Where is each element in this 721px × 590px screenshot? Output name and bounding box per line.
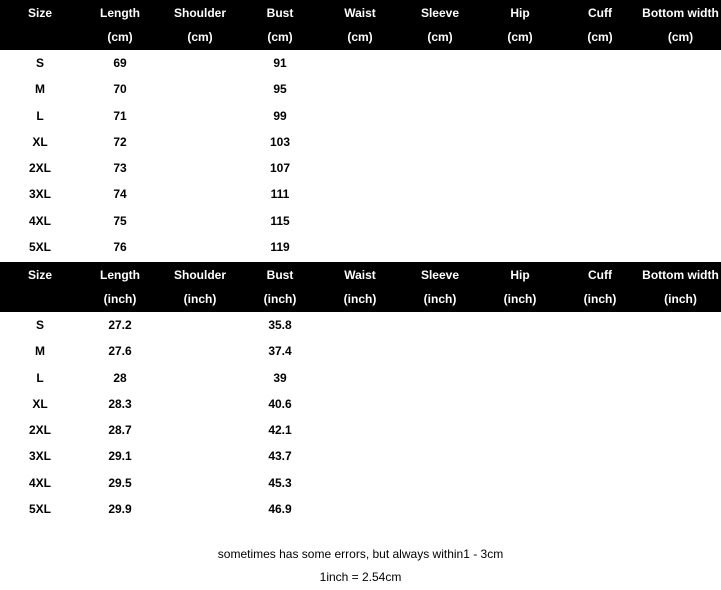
table-row: [0, 181, 721, 207]
header-cuff: Cuff (inch): [583, 268, 617, 306]
value-cell: [320, 50, 400, 76]
value-cell: [400, 155, 480, 181]
value-cell: [480, 365, 560, 391]
value-cell: [480, 234, 560, 260]
value-cell: [480, 470, 560, 496]
conversion-note: 1inch = 2.54cm: [319, 570, 402, 584]
header-hip: Hip (inch): [503, 268, 537, 306]
header-bottom-width: Bottom width (inch): [642, 268, 719, 306]
header-shoulder: Shoulder (inch): [173, 268, 226, 306]
size-cell: M: [35, 82, 45, 97]
size-cell: 5XL: [28, 240, 51, 255]
value-cell: 28.3: [108, 396, 132, 411]
table-row: [0, 417, 721, 443]
size-cell: 3XL: [28, 187, 51, 202]
value-cell: [400, 365, 480, 391]
value-cell: 115: [270, 213, 290, 228]
value-cell: [320, 470, 400, 496]
value-cell: [480, 417, 560, 443]
size-cell: S: [35, 56, 44, 70]
value-cell: 76: [113, 240, 127, 255]
value-cell: [560, 496, 640, 522]
value-cell: [400, 470, 480, 496]
value-cell: [640, 103, 721, 129]
size-cell: XL: [32, 396, 48, 411]
value-cell: [160, 155, 240, 181]
size-cell: 4XL: [28, 213, 51, 228]
value-cell: [320, 208, 400, 234]
value-cell: 40.6: [268, 396, 292, 411]
value-cell: 111: [270, 187, 290, 202]
value-cell: [160, 76, 240, 102]
value-cell: [320, 417, 400, 443]
value-cell: [400, 338, 480, 364]
table-row: [0, 103, 721, 129]
value-cell: [320, 391, 400, 417]
value-cell: [320, 496, 400, 522]
value-cell: [400, 391, 480, 417]
value-cell: 29.5: [108, 475, 132, 490]
value-cell: [560, 129, 640, 155]
value-cell: 95: [273, 82, 287, 97]
table-row: [0, 496, 721, 522]
table-row: [0, 312, 721, 338]
value-cell: [640, 443, 721, 469]
value-cell: 73: [113, 161, 127, 176]
header-cuff: Cuff (cm): [587, 6, 613, 44]
value-cell: [400, 443, 480, 469]
header-bust: Bust (cm): [266, 6, 294, 44]
value-cell: [560, 181, 640, 207]
value-cell: [480, 103, 560, 129]
value-cell: [400, 129, 480, 155]
value-cell: [160, 391, 240, 417]
value-cell: [400, 181, 480, 207]
value-cell: [640, 208, 721, 234]
value-cell: [560, 103, 640, 129]
value-cell: 27.2: [108, 318, 132, 332]
value-cell: [560, 312, 640, 338]
table-header: [0, 0, 721, 50]
value-cell: [400, 417, 480, 443]
value-cell: [320, 312, 400, 338]
value-cell: [640, 50, 721, 76]
table-row: [0, 365, 721, 391]
size-cell: 2XL: [28, 423, 51, 438]
size-cell: M: [35, 344, 45, 359]
value-cell: [640, 365, 721, 391]
value-cell: [560, 155, 640, 181]
table-header: [0, 262, 721, 312]
value-cell: [640, 338, 721, 364]
value-cell: [640, 496, 721, 522]
value-cell: [480, 496, 560, 522]
value-cell: [640, 76, 721, 102]
value-cell: [400, 208, 480, 234]
value-cell: [560, 338, 640, 364]
value-cell: [480, 50, 560, 76]
value-cell: [640, 391, 721, 417]
value-cell: [480, 155, 560, 181]
size-cell: L: [36, 108, 44, 123]
value-cell: [480, 391, 560, 417]
table-row: [0, 50, 721, 76]
table-row: [0, 129, 721, 155]
value-cell: [560, 50, 640, 76]
table-row: [0, 208, 721, 234]
header-size: Size: [27, 268, 52, 282]
value-cell: 71: [113, 108, 127, 123]
header-waist: Waist (inch): [343, 268, 377, 306]
value-cell: [560, 76, 640, 102]
table-row: [0, 76, 721, 102]
value-cell: [640, 417, 721, 443]
value-cell: 42.1: [268, 423, 292, 438]
size-cell: 2XL: [28, 161, 51, 176]
value-cell: [560, 234, 640, 260]
value-cell: [560, 208, 640, 234]
value-cell: 119: [270, 240, 290, 255]
value-cell: [320, 155, 400, 181]
value-cell: 72: [113, 134, 127, 149]
value-cell: [400, 103, 480, 129]
value-cell: [320, 76, 400, 102]
value-cell: 43.7: [268, 449, 292, 464]
table-row: [0, 470, 721, 496]
header-size: Size: [27, 6, 52, 20]
value-cell: 39: [273, 370, 287, 385]
value-cell: [400, 50, 480, 76]
value-cell: [320, 129, 400, 155]
value-cell: [320, 365, 400, 391]
table-row: [0, 155, 721, 181]
header-length: Length (cm): [100, 6, 140, 44]
value-cell: [160, 208, 240, 234]
value-cell: [640, 129, 721, 155]
value-cell: [400, 234, 480, 260]
value-cell: [480, 208, 560, 234]
size-cell: 5XL: [28, 502, 51, 517]
table-row: [0, 234, 721, 260]
header-length: Length (inch): [100, 268, 140, 306]
size-cell: 3XL: [28, 449, 51, 464]
value-cell: 103: [269, 134, 291, 149]
header-shoulder: Shoulder (cm): [173, 6, 226, 44]
value-cell: 74: [113, 187, 127, 202]
value-cell: [560, 417, 640, 443]
value-cell: [400, 76, 480, 102]
value-cell: 37.4: [268, 344, 292, 359]
value-cell: 27.6: [108, 344, 132, 359]
value-cell: 28.7: [108, 423, 132, 438]
value-cell: [320, 181, 400, 207]
tolerance-note: sometimes has some errors, but always within1 - 3cm: [217, 547, 504, 561]
value-cell: 99: [273, 108, 287, 123]
value-cell: [160, 417, 240, 443]
table-row: [0, 391, 721, 417]
value-cell: [160, 496, 240, 522]
value-cell: [480, 338, 560, 364]
table-body: [0, 312, 721, 522]
value-cell: 46.9: [268, 502, 292, 517]
value-cell: 75: [113, 213, 127, 228]
value-cell: [560, 391, 640, 417]
value-cell: [320, 103, 400, 129]
value-cell: [400, 496, 480, 522]
value-cell: [480, 129, 560, 155]
value-cell: 70: [113, 82, 127, 97]
size-cell: XL: [32, 134, 48, 149]
value-cell: [320, 234, 400, 260]
value-cell: [160, 50, 240, 76]
value-cell: [560, 365, 640, 391]
header-hip: Hip (cm): [507, 6, 533, 44]
value-cell: [160, 338, 240, 364]
value-cell: [480, 312, 560, 338]
header-sleeve: Sleeve (inch): [420, 268, 460, 306]
value-cell: [640, 155, 721, 181]
size-table-inch: [0, 262, 721, 522]
value-cell: [480, 443, 560, 469]
value-cell: [160, 234, 240, 260]
table-row: [0, 338, 721, 364]
value-cell: [160, 443, 240, 469]
value-cell: [320, 443, 400, 469]
size-cell: S: [35, 318, 44, 332]
value-cell: 28: [113, 370, 127, 385]
value-cell: [160, 312, 240, 338]
size-table-cm: [0, 0, 721, 260]
value-cell: [640, 312, 721, 338]
value-cell: [160, 470, 240, 496]
value-cell: 91: [273, 56, 287, 70]
size-cell: L: [36, 370, 44, 385]
table-row: [0, 443, 721, 469]
value-cell: 29.9: [108, 502, 132, 517]
value-cell: [160, 103, 240, 129]
value-cell: [160, 129, 240, 155]
header-bottom-width: Bottom width (cm): [642, 6, 719, 44]
value-cell: [320, 338, 400, 364]
value-cell: 107: [269, 161, 291, 176]
header-waist: Waist (cm): [344, 6, 376, 44]
value-cell: [640, 470, 721, 496]
value-cell: [560, 443, 640, 469]
value-cell: [640, 181, 721, 207]
header-sleeve: Sleeve (cm): [420, 6, 460, 44]
value-cell: [480, 76, 560, 102]
header-bust: Bust (inch): [263, 268, 297, 306]
value-cell: [480, 181, 560, 207]
value-cell: [640, 234, 721, 260]
value-cell: 45.3: [268, 475, 292, 490]
value-cell: 29.1: [108, 449, 132, 464]
value-cell: [560, 470, 640, 496]
table-body: [0, 50, 721, 260]
value-cell: [160, 365, 240, 391]
value-cell: 69: [113, 56, 127, 70]
size-cell: 4XL: [28, 475, 51, 490]
value-cell: [160, 181, 240, 207]
value-cell: 35.8: [268, 318, 292, 332]
value-cell: [400, 312, 480, 338]
